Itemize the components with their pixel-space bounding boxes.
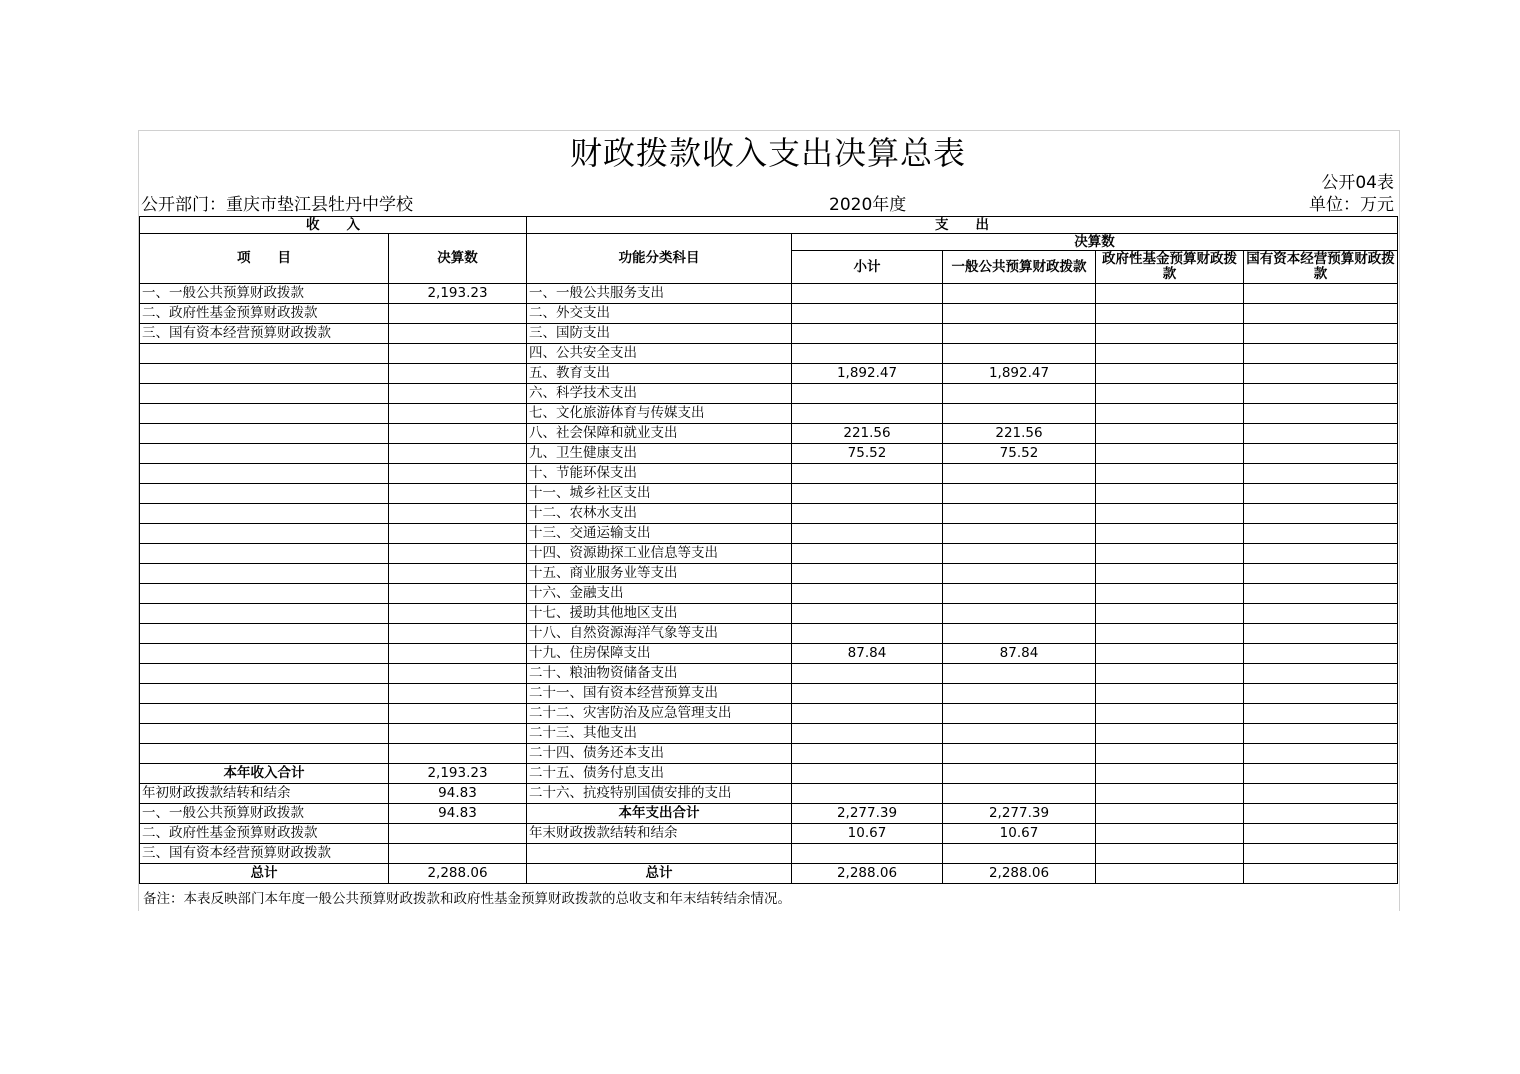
general-budget-cell: 10.67 [943,824,1096,844]
subtotal-cell [792,484,943,504]
fund-budget-cell [1096,644,1244,664]
income-item-cell: 三、国有资本经营预算财政拨款 [140,324,389,344]
subtotal-cell [792,384,943,404]
income-item-cell [140,584,389,604]
state-capital-cell [1244,484,1398,504]
expense-item-cell: 二、外交支出 [527,304,792,324]
general-budget-cell [943,604,1096,624]
expense-item-cell: 二十五、债务付息支出 [527,764,792,784]
income-item-cell [140,724,389,744]
subtotal-cell [792,664,943,684]
income-item-cell [140,664,389,684]
income-item-cell: 总计 [140,864,389,884]
table-row [140,584,1398,604]
income-amount-cell [389,344,527,364]
general-budget-cell: 221.56 [943,424,1096,444]
table-row [140,684,1398,704]
income-amount-cell [389,564,527,584]
subtotal-cell [792,544,943,564]
state-capital-cell [1244,724,1398,744]
state-capital-header: 国有资本经营预算财政拨款 [1244,251,1398,284]
income-item-cell [140,364,389,384]
state-capital-cell [1244,784,1398,804]
subtotal-cell [792,624,943,644]
general-budget-cell [943,384,1096,404]
fund-budget-cell [1096,864,1244,884]
table-row [140,504,1398,524]
state-capital-cell [1244,624,1398,644]
income-item-cell: 一、一般公共预算财政拨款 [140,804,389,824]
income-item-cell [140,464,389,484]
table-row [140,324,1398,344]
subtotal-cell [792,564,943,584]
table-row [140,464,1398,484]
expense-item-cell [527,844,792,864]
fund-budget-cell [1096,564,1244,584]
income-amount-cell: 94.83 [389,804,527,824]
fund-budget-cell [1096,344,1244,364]
income-item-cell: 本年收入合计 [140,764,389,784]
expense-item-cell: 十、节能环保支出 [527,464,792,484]
general-budget-cell [943,324,1096,344]
report-sheet [138,130,1400,911]
final-amount-header: 决算数 [792,234,1398,251]
fund-budget-cell [1096,364,1244,384]
expense-item-cell: 十三、交通运输支出 [527,524,792,544]
expense-item-cell: 十七、援助其他地区支出 [527,604,792,624]
income-amount-cell [389,364,527,384]
income-amount-cell [389,304,527,324]
table-row [140,784,1398,804]
general-budget-cell [943,584,1096,604]
table-row [140,844,1398,864]
income-amount-cell: 2,288.06 [389,864,527,884]
subtotal-cell [792,704,943,724]
income-item-cell [140,344,389,364]
subtotal-cell: 221.56 [792,424,943,444]
income-amount-cell [389,324,527,344]
subtotal-cell [792,724,943,744]
expense-item-cell: 本年支出合计 [527,804,792,824]
state-capital-cell [1244,524,1398,544]
fund-budget-cell [1096,464,1244,484]
general-budget-cell [943,524,1096,544]
general-budget-cell [943,744,1096,764]
subtotal-cell: 1,892.47 [792,364,943,384]
income-item-cell [140,384,389,404]
fund-budget-cell [1096,284,1244,304]
table-row [140,724,1398,744]
income-amount-cell [389,664,527,684]
table-row [140,344,1398,364]
general-budget-cell: 2,288.06 [943,864,1096,884]
income-item-cell: 年初财政拨款结转和结余 [140,784,389,804]
income-amount-cell: 2,193.23 [389,764,527,784]
table-row [140,824,1398,844]
expense-item-cell: 二十三、其他支出 [527,724,792,744]
state-capital-cell [1244,844,1398,864]
income-amount-cell [389,704,527,724]
table-row [140,764,1398,784]
fund-budget-cell [1096,844,1244,864]
general-budget-cell [943,504,1096,524]
unit-label: 单位：万元 [1309,195,1394,215]
income-amount-cell [389,484,527,504]
income-amount-cell [389,504,527,524]
expense-item-cell: 五、教育支出 [527,364,792,384]
income-amount-cell [389,384,527,404]
expense-item-cell: 三、国防支出 [527,324,792,344]
income-amount-cell [389,444,527,464]
income-amount-cell [389,544,527,564]
table-row [140,564,1398,584]
state-capital-cell [1244,684,1398,704]
department-label: 公开部门：重庆市垫江县牡丹中学校 [141,195,413,215]
state-capital-cell [1244,824,1398,844]
state-capital-cell [1244,704,1398,724]
expense-item-cell: 十九、住房保障支出 [527,644,792,664]
state-capital-cell [1244,304,1398,324]
fund-budget-cell [1096,524,1244,544]
fund-budget-cell [1096,724,1244,744]
general-budget-cell [943,564,1096,584]
income-item-cell [140,424,389,444]
income-amount-cell [389,844,527,864]
fund-budget-cell [1096,484,1244,504]
expense-item-cell: 二十六、抗疫特别国债安排的支出 [527,784,792,804]
income-amount-cell: 94.83 [389,784,527,804]
table-row [140,304,1398,324]
expense-item-cell: 十四、资源勘探工业信息等支出 [527,544,792,564]
general-budget-cell [943,664,1096,684]
table-row [140,284,1398,304]
table-row [140,544,1398,564]
subtotal-cell [792,344,943,364]
state-capital-cell [1244,444,1398,464]
expense-item-cell: 十二、农林水支出 [527,504,792,524]
general-budget-cell [943,284,1096,304]
header-row-2 [140,234,1398,251]
expense-item-cell: 九、卫生健康支出 [527,444,792,464]
fund-budget-cell [1096,404,1244,424]
subtotal-cell [792,744,943,764]
expense-item-cell: 四、公共安全支出 [527,344,792,364]
subtotal-cell: 10.67 [792,824,943,844]
expense-item-cell: 十五、商业服务业等支出 [527,564,792,584]
state-capital-cell [1244,804,1398,824]
general-budget-cell [943,724,1096,744]
general-budget-cell: 1,892.47 [943,364,1096,384]
general-budget-cell [943,764,1096,784]
state-capital-cell [1244,424,1398,444]
state-capital-cell [1244,364,1398,384]
report-title: 财政拨款收入支出决算总表 [569,134,966,172]
fund-budget-cell [1096,764,1244,784]
general-budget-cell [943,704,1096,724]
income-item-cell [140,404,389,424]
general-budget-cell [943,304,1096,324]
state-capital-cell [1244,744,1398,764]
table-row [140,604,1398,624]
fund-budget-cell [1096,624,1244,644]
general-budget-cell [943,684,1096,704]
income-item-cell [140,704,389,724]
state-capital-cell [1244,504,1398,524]
function-subject-header: 功能分类科目 [527,234,792,284]
subtotal-cell: 2,277.39 [792,804,943,824]
subtotal-cell [792,604,943,624]
subtotal-cell: 75.52 [792,444,943,464]
footnote: 备注：本表反映部门本年度一般公共预算财政拨款和政府性基金预算财政拨款的总收支和年末结转结余情况。 [143,891,791,907]
income-amount-cell [389,604,527,624]
state-capital-cell [1244,284,1398,304]
subtotal-cell: 2,288.06 [792,864,943,884]
expense-item-cell: 六、科学技术支出 [527,384,792,404]
table-row [140,624,1398,644]
header-row-1 [140,217,1398,234]
expense-item-cell: 十六、金融支出 [527,584,792,604]
fund-budget-cell [1096,504,1244,524]
state-capital-cell [1244,584,1398,604]
general-budget-cell [943,784,1096,804]
expense-item-cell: 二十四、债务还本支出 [527,744,792,764]
table-row [140,404,1398,424]
expense-item-cell: 年末财政拨款结转和结余 [527,824,792,844]
income-item-cell [140,684,389,704]
table-row [140,364,1398,384]
income-header: 收 入 [140,217,527,234]
state-capital-cell [1244,664,1398,684]
subtotal-cell [792,584,943,604]
general-budget-cell: 2,277.39 [943,804,1096,824]
expense-item-cell: 七、文化旅游体育与传媒支出 [527,404,792,424]
income-item-cell: 三、国有资本经营预算财政拨款 [140,844,389,864]
income-amount-cell: 2,193.23 [389,284,527,304]
state-capital-cell [1244,384,1398,404]
income-item-cell [140,644,389,664]
subtotal-cell [792,464,943,484]
state-capital-cell [1244,764,1398,784]
expense-item-cell: 二十、粮油物资储备支出 [527,664,792,684]
general-budget-cell [943,464,1096,484]
form-number: 公开04表 [1321,173,1394,193]
fund-budget-cell [1096,784,1244,804]
table-row [140,864,1398,884]
table-row [140,424,1398,444]
subtotal-cell: 87.84 [792,644,943,664]
fund-budget-cell [1096,384,1244,404]
fund-budget-cell [1096,604,1244,624]
fund-budget-cell [1096,744,1244,764]
fund-budget-cell [1096,704,1244,724]
income-amount-cell [389,404,527,424]
subtotal-cell [792,764,943,784]
general-budget-cell [943,404,1096,424]
income-item-cell: 二、政府性基金预算财政拨款 [140,824,389,844]
expense-item-cell: 十八、自然资源海洋气象等支出 [527,624,792,644]
general-budget-cell [943,624,1096,644]
amount-header: 决算数 [389,234,527,284]
income-amount-cell [389,644,527,664]
table-row [140,524,1398,544]
subtotal-cell [792,784,943,804]
table-row [140,644,1398,664]
fund-budget-cell [1096,424,1244,444]
income-item-cell [140,524,389,544]
income-item-cell [140,504,389,524]
expense-header: 支 出 [527,217,1398,234]
income-item-cell: 二、政府性基金预算财政拨款 [140,304,389,324]
table-row [140,444,1398,464]
expense-item-cell: 二十二、灾害防治及应急管理支出 [527,704,792,724]
income-amount-cell [389,724,527,744]
fund-budget-cell [1096,304,1244,324]
table-row [140,664,1398,684]
income-item-cell [140,564,389,584]
subtotal-cell [792,284,943,304]
income-item-cell [140,744,389,764]
subtotal-cell [792,304,943,324]
subtotal-cell [792,844,943,864]
fund-budget-cell [1096,324,1244,344]
general-budget-header: 一般公共预算财政拨款 [943,251,1096,284]
budget-table [139,216,1398,884]
state-capital-cell [1244,324,1398,344]
table-row [140,744,1398,764]
fund-budget-cell [1096,664,1244,684]
general-budget-cell: 75.52 [943,444,1096,464]
income-item-cell [140,444,389,464]
income-item-cell: 一、一般公共预算财政拨款 [140,284,389,304]
expense-item-cell: 一、一般公共服务支出 [527,284,792,304]
state-capital-cell [1244,464,1398,484]
general-budget-cell: 87.84 [943,644,1096,664]
state-capital-cell [1244,864,1398,884]
state-capital-cell [1244,564,1398,584]
table-row [140,484,1398,504]
income-amount-cell [389,584,527,604]
general-budget-cell [943,844,1096,864]
fund-budget-cell [1096,444,1244,464]
income-item-cell [140,624,389,644]
state-capital-cell [1244,644,1398,664]
general-budget-cell [943,484,1096,504]
expense-item-cell: 八、社会保障和就业支出 [527,424,792,444]
income-item-cell [140,484,389,504]
expense-item-cell: 十一、城乡社区支出 [527,484,792,504]
fund-budget-cell [1096,584,1244,604]
income-amount-cell [389,524,527,544]
table-row [140,384,1398,404]
income-amount-cell [389,424,527,444]
table-row [140,704,1398,724]
income-amount-cell [389,684,527,704]
subtotal-cell [792,404,943,424]
income-amount-cell [389,744,527,764]
fund-budget-cell [1096,804,1244,824]
fund-budget-cell [1096,544,1244,564]
subtotal-cell [792,504,943,524]
subtotal-header: 小计 [792,251,943,284]
item-header: 项 目 [140,234,389,284]
income-item-cell [140,544,389,564]
expense-item-cell: 总计 [527,864,792,884]
state-capital-cell [1244,344,1398,364]
income-amount-cell [389,624,527,644]
income-item-cell [140,604,389,624]
state-capital-cell [1244,404,1398,424]
general-budget-cell [943,544,1096,564]
fund-budget-header: 政府性基金预算财政拨款 [1096,251,1244,284]
table-row [140,804,1398,824]
subtotal-cell [792,684,943,704]
subtotal-cell [792,524,943,544]
expense-item-cell: 二十一、国有资本经营预算支出 [527,684,792,704]
state-capital-cell [1244,604,1398,624]
income-amount-cell [389,464,527,484]
income-amount-cell [389,824,527,844]
subtotal-cell [792,324,943,344]
fiscal-year: 2020年度 [829,195,907,215]
fund-budget-cell [1096,684,1244,704]
state-capital-cell [1244,544,1398,564]
fund-budget-cell [1096,824,1244,844]
general-budget-cell [943,344,1096,364]
